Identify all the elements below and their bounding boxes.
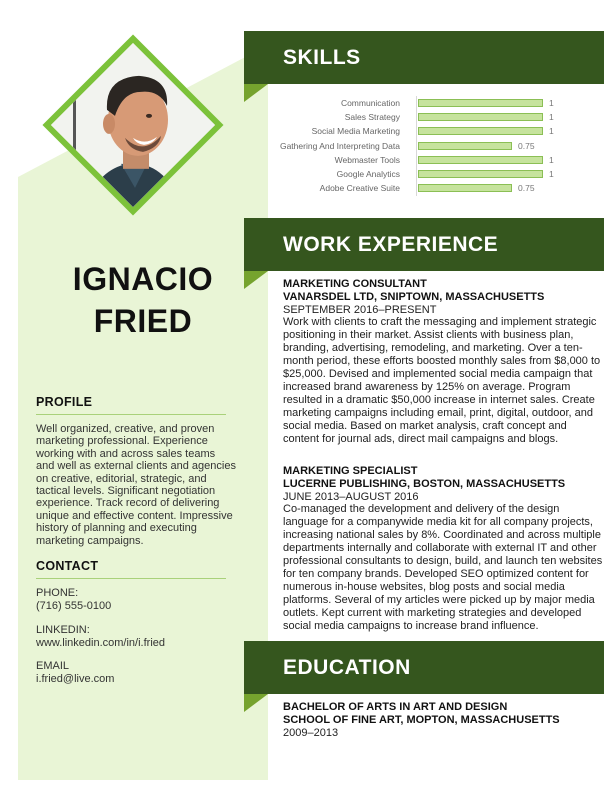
profile-photo-frame bbox=[40, 32, 225, 217]
skill-value: 0.75 bbox=[518, 183, 535, 194]
skill-bar bbox=[418, 170, 543, 178]
profile-summary: Well organized, creative, and proven marketing professional. Experience working with and across sales teams and well as external clients and agencies on creative, editorial, strategic, and tactical levels. Significant negotiation experience. Track record of delivering unique and effective content. Impressive history of planning and executing marketing campaigns. bbox=[36, 423, 236, 547]
contact-phone bbox=[36, 587, 111, 613]
skill-bar bbox=[418, 156, 543, 164]
portrait-photo bbox=[43, 37, 223, 215]
job-title: MARKETING CONSULTANT bbox=[283, 278, 427, 290]
skill-row bbox=[290, 167, 590, 181]
work-experience-header: WORK EXPERIENCE bbox=[244, 218, 604, 271]
education-header: EDUCATION bbox=[244, 641, 604, 694]
linkedin-label: LINKEDIN: bbox=[36, 624, 90, 636]
education-dates: 2009–2013 bbox=[283, 726, 339, 739]
skill-label: Adobe Creative Suite bbox=[319, 183, 400, 194]
job-description: Co-managed the development and delivery of the design language for a companywide media kit for all company projects, increasing national sales by 8%. Coordinated and across multiple departments internally and collaborate with external IT and other professional consultants to design, build, and launch ten websites for ten company brands. Developed SEO optimized content for numerous in-house websites, blog posts and social media platforms. Several of my articles were picked up by major media outlets. Kept current with marketing strategies and developed social media campaigns to increase brand influence. bbox=[283, 503, 603, 632]
job-dates: SEPTEMBER 2016–PRESENT bbox=[283, 303, 437, 316]
skill-bar bbox=[418, 127, 543, 135]
skill-value: 1 bbox=[549, 126, 554, 137]
skills-chart bbox=[279, 96, 590, 195]
skill-bar bbox=[418, 142, 512, 150]
job-description: Work with clients to craft the messaging and implement strategic positioning in their market. Assist clients with business plan, branding, advertising, remodeling, and marketing. Over a ten-month period, these efforts boosted monthly sales from $8,000 to $25,000. Devised and implemented social media campaign that increased brand awareness by 125% on average. Program resulted in a dramatic $50,000 increase in internet sales. Create marketing campaigns including email, print, digital, outdoor, and social media. Based on market analysis, craft concept and content for journal ads, direct mail campaigns and blogs. bbox=[283, 316, 601, 445]
skill-label: Google Analytics bbox=[336, 168, 400, 179]
school: SCHOOL OF FINE ART, MOPTON, MASSACHUSETTS bbox=[283, 713, 560, 726]
skill-row bbox=[279, 139, 590, 153]
skill-label: Sales Strategy bbox=[344, 112, 400, 123]
degree: BACHELOR OF ARTS IN ART AND DESIGN bbox=[283, 701, 508, 713]
job-dates: JUNE 2013–AUGUST 2016 bbox=[283, 490, 419, 503]
skills-header: SKILLS bbox=[244, 31, 604, 84]
email-label: EMAIL bbox=[36, 660, 70, 672]
skill-value: 1 bbox=[549, 168, 554, 179]
education-header-fold bbox=[244, 694, 268, 712]
skill-bar bbox=[418, 113, 543, 121]
first-name: IGNACIO bbox=[72, 261, 214, 297]
skill-row bbox=[290, 110, 590, 124]
linkedin-link[interactable]: www.linkedin.com/in/i.fried bbox=[36, 637, 165, 649]
skill-row bbox=[290, 96, 590, 110]
skill-value: 1 bbox=[549, 154, 554, 165]
skill-bar bbox=[418, 184, 512, 192]
work-header-fold bbox=[244, 271, 268, 289]
education-entry bbox=[283, 701, 603, 739]
phone-label: PHONE: bbox=[36, 587, 79, 599]
skill-value: 1 bbox=[549, 112, 554, 123]
candidate-name bbox=[18, 258, 268, 342]
skills-header-fold bbox=[244, 84, 268, 102]
skill-row bbox=[290, 153, 590, 167]
skill-label: Gathering And Interpreting Data bbox=[279, 140, 400, 151]
skill-label: Communication bbox=[340, 98, 400, 108]
skill-label: Social Media Marketing bbox=[311, 126, 400, 137]
skill-row bbox=[290, 181, 590, 195]
skill-value: 1 bbox=[549, 98, 554, 108]
contact-heading: CONTACT bbox=[36, 559, 226, 579]
phone-value[interactable]: (716) 555-0100 bbox=[36, 600, 112, 612]
last-name: FRIED bbox=[93, 303, 193, 339]
job-company: VANARSDEL LTD, SNIPTOWN, MASSACHUSETTS bbox=[283, 290, 545, 303]
profile-heading: PROFILE bbox=[36, 395, 226, 415]
email-link[interactable]: i.fried@live.com bbox=[36, 673, 115, 685]
photo-diamond-border bbox=[42, 34, 223, 215]
job-entry-2 bbox=[283, 465, 603, 632]
skill-label: Webmaster Tools bbox=[334, 154, 400, 165]
contact-email bbox=[36, 660, 114, 686]
skill-value: 0.75 bbox=[518, 140, 535, 151]
job-company: LUCERNE PUBLISHING, BOSTON, MASSACHUSETTS bbox=[283, 477, 566, 490]
job-entry-1 bbox=[283, 278, 603, 445]
skill-bar bbox=[418, 99, 543, 107]
job-title: MARKETING SPECIALIST bbox=[283, 465, 418, 477]
person-portrait-icon bbox=[43, 37, 223, 215]
skill-row bbox=[290, 124, 590, 138]
contact-linkedin bbox=[36, 624, 165, 650]
